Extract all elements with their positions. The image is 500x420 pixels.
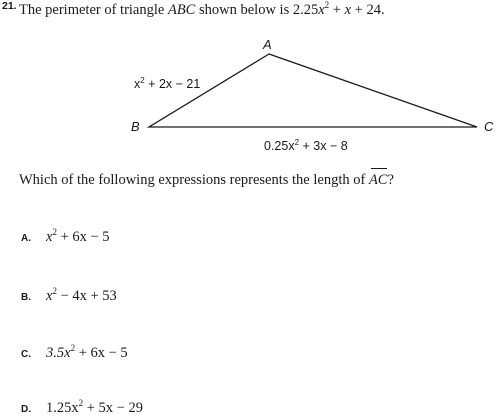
choice-b-term: x: [46, 288, 53, 304]
prompt-end: ?: [387, 172, 394, 188]
stem-variable: x: [318, 2, 325, 18]
stem-text-start: The perimeter of triangle: [19, 2, 168, 18]
choice-c-letter: C.: [21, 349, 31, 360]
choice-b-letter: B.: [21, 292, 31, 303]
vertex-c-label: C: [484, 119, 494, 134]
choice-a-text: [46, 229, 110, 246]
side-ab-label-rest: + 2x − 21: [144, 77, 201, 91]
choice-c[interactable]: [0, 345, 500, 365]
choice-d-exponent: 2: [78, 398, 84, 409]
stem-variable-2: x: [344, 2, 352, 18]
stem-text-end: + 24.: [351, 2, 385, 18]
side-ab-label-exponent: 2: [140, 76, 145, 85]
segment-ac: [369, 172, 388, 189]
side-ab-label: [134, 76, 200, 91]
vertex-b-label: B: [131, 119, 140, 134]
choice-a[interactable]: [0, 229, 500, 249]
choice-d[interactable]: [0, 400, 500, 420]
choice-b[interactable]: [0, 288, 500, 308]
choice-a-term: x: [46, 229, 53, 245]
vertex-a-label: A: [263, 37, 272, 52]
choice-d-rest: + 5x − 29: [83, 400, 143, 416]
choice-d-letter: D.: [21, 404, 31, 415]
choice-b-text: [46, 288, 117, 305]
segment-overline: [371, 168, 388, 169]
choice-a-rest: + 6x − 5: [56, 229, 110, 245]
choice-d-text: [46, 400, 143, 417]
choice-b-rest: − 4x + 53: [56, 288, 117, 304]
choice-c-text: [46, 345, 128, 362]
side-ab-label-base: x: [134, 77, 141, 91]
stem-triangle-name: ABC: [167, 2, 196, 18]
prompt-text: Which of the following expressions represents the length of: [19, 172, 369, 188]
triangle-figure: [0, 0, 500, 170]
side-bc-label-rest: + 3x − 8: [299, 139, 348, 153]
stem-exponent: 2: [324, 0, 330, 11]
stem-text-middle: shown below is 2.25: [195, 2, 319, 18]
side-bc-label: [264, 138, 348, 153]
choice-c-term: 3.5x: [46, 345, 71, 361]
choice-d-term: 1.25x: [46, 400, 79, 416]
segment-ac-label: AC: [368, 172, 388, 188]
question-prompt: [19, 172, 394, 189]
choice-c-rest: + 6x − 5: [75, 345, 128, 361]
side-bc-label-exponent: 2: [294, 138, 300, 147]
choice-a-exponent: 2: [52, 227, 57, 238]
stem-text-after: +: [329, 2, 345, 18]
choice-c-exponent: 2: [70, 343, 76, 354]
side-bc-label-base: 0.25x: [264, 139, 295, 153]
choice-b-exponent: 2: [52, 286, 57, 297]
question-number: 21.: [2, 0, 17, 12]
choice-a-letter: A.: [21, 233, 31, 244]
